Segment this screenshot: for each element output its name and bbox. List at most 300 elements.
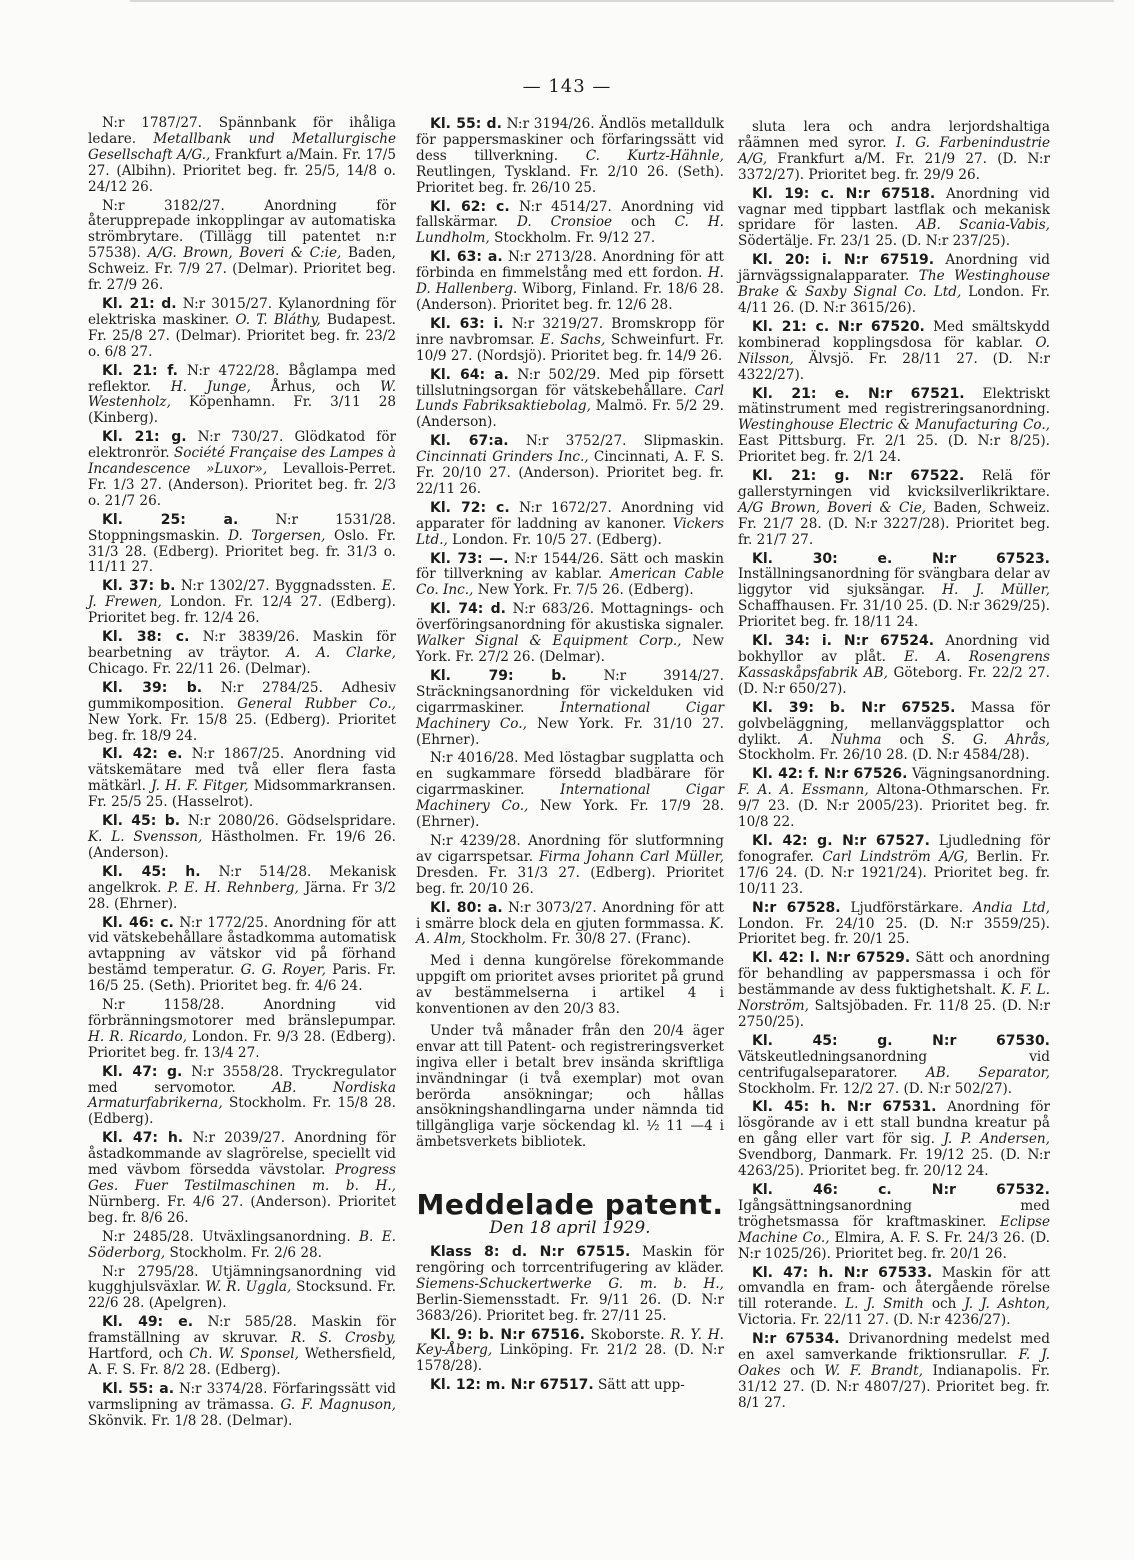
applicant-name: C. Kurtz-Hähnle,	[585, 147, 725, 164]
entry-text: Sätt att upp-	[593, 1377, 685, 1394]
patent-number: N:r 67515.	[527, 1244, 631, 1260]
patent-entry	[738, 1266, 1050, 1330]
patent-entry	[738, 767, 1050, 831]
applicant-name: O. T. Bláthy,	[235, 311, 321, 328]
class-label: Kl. 42: f.	[752, 766, 819, 783]
entry-text: New York. Fr. 27/2 26. (Delmar).	[416, 633, 724, 665]
entry-text: Frankfurt a/M. Fr. 21/9 27. (D. N:r 3372/27). Prioritet beg. fr. 29/9 26.	[738, 150, 1050, 183]
patent-number: N:r 67531.	[835, 1099, 937, 1116]
entry-text: Igångsättningsanordning med tröghetsmassa för kraftmaskiner.	[738, 1197, 1050, 1230]
applicant-name: Andia Ltd,	[972, 899, 1050, 916]
entry-text: Schweinfurt. Fr. 10/9 27. (Nordsjö). Prioritet beg. fr. 14/9 26.	[416, 331, 724, 364]
patent-entry	[738, 320, 1050, 384]
entry-text: Dresden. Fr. 31/3 27. (Edberg). Prioritet beg. fr. 20/10 26.	[416, 864, 724, 897]
entry-text: Midsommarkransen. Fr. 25/5 25. (Hasselrot).	[88, 778, 396, 811]
class-label: Kl. 45: h.	[102, 863, 201, 880]
entry-text: Paris. Fr. 16/5 25. (Seth). Prioritet beg. fr. 4/6 24.	[88, 962, 396, 995]
applicant-name: R. S. Crosby,	[291, 1330, 396, 1347]
patent-entry	[88, 513, 396, 577]
applicant-name: AB. Scania-Vabis,	[916, 217, 1050, 234]
entry-text: N:r 2039/27. Anordning för åstadkommande av slagrörelse, speciellt vid med vävbom försedda vävstolar.	[88, 1130, 396, 1179]
class-label: Klass 8: d.	[430, 1244, 528, 1260]
applicant-name: F. A. A. Essmann,	[738, 782, 869, 799]
entry-text: London. Fr. 24/10 25. (D. N:r 3559/25). Prioritet beg. fr. 20/1 25.	[738, 915, 1050, 948]
patent-number: N:r 67527.	[832, 832, 930, 849]
patent-number: N:r 67532.	[891, 1182, 1050, 1198]
class-label: Kl. 9: b.	[430, 1326, 495, 1343]
entry-text: London. Fr. 4/11 26. (D. N:r 3615/26).	[738, 284, 1051, 316]
patent-entry	[416, 250, 724, 314]
patent-number: N:r 67518.	[834, 185, 936, 202]
entry-text: New York. Fr. 17/9 28. (Ehrner).	[416, 798, 724, 831]
applicant-name: Eclipse Machine Co.,	[738, 1213, 1050, 1246]
patent-entry	[738, 187, 1050, 251]
patent-number: N:r 67517.	[505, 1377, 594, 1394]
entry-text: N:r 1158/28. Anordning vid förbränningsmotorer med bränslepumpar.	[88, 997, 396, 1029]
applicant-name: E. A. Rosengrens Kassaskåpsfabrik AB,	[738, 649, 1050, 681]
patent-entry	[88, 681, 396, 745]
entry-text: Svendborg, Danmark. Fr. 19/12 25. (D. N:r 4263/25). Prioritet beg. fr. 20/12 24.	[738, 1147, 1050, 1180]
column-middle	[416, 117, 724, 1397]
applicant-name: S. G. Ahrås,	[941, 731, 1050, 748]
class-label: Kl. 19: c.	[752, 185, 835, 202]
objection-note: Under två månader från den 20/4 äger envar att till Patent- och registreringsverket ingiva eller i betalt brev insända skriftliga invändningar (i två exemplar) mot ovan berörda ansökningar; och hållas ansökningshandlingarna under nämnda tid tillgängliga varje söckendag kl. ½ 11 —4 i ämbetsverkets bibliotek.	[416, 1022, 724, 1151]
applicant-name: Société Française des Lampes à Incandescence »Luxor»,	[88, 445, 397, 478]
entry-text: Berlin-Siemensstadt. Fr. 9/11 26. (D. N:r 3683/26). Prioritet beg. fr. 27/11 25.	[416, 1291, 724, 1324]
entry-text: N:r 1302/27. Byggnadssten.	[175, 578, 382, 595]
entry-text: N:r 502/29. Med pip försett tillslutningsorgan för vätskebehållare.	[416, 366, 724, 399]
applicant-name: Vickers Ltd.,	[416, 515, 724, 548]
patent-entry	[88, 297, 396, 361]
class-label: Kl. 45: g.	[752, 1032, 893, 1049]
entry-text: N:r 2485/28. Utväxlingsanordning.	[102, 1228, 360, 1245]
patent-entry	[738, 1034, 1050, 1098]
entry-text: N:r 3015/27. Kylanordning för elektriska maskiner.	[88, 295, 396, 328]
section-date: Den 18 april 1929.	[489, 1218, 651, 1239]
entry-text: Schaffhausen. Fr. 31/10 25. (D. N:r 3629/25). Prioritet beg. fr. 18/11 24.	[738, 598, 1050, 631]
class-label: Kl. 21: f.	[102, 362, 178, 379]
class-label: Kl. 47: g.	[102, 1063, 183, 1080]
patent-entry	[416, 501, 724, 549]
patent-entry	[416, 1328, 724, 1376]
applicant-name: Firma Johann Carl Müller,	[538, 848, 724, 865]
applicant-name: International Cigar Machinery Co.,	[416, 699, 724, 732]
class-label: Kl. 39: b.	[752, 699, 846, 716]
entry-text: London. Fr. 10/5 27. (Edberg).	[447, 531, 662, 548]
column-left	[88, 116, 396, 1433]
entry-text: N:r 1787/27. Spännbank för ihåliga ledare.	[88, 115, 396, 147]
entry-text: N:r 3182/27. Anordning för återupprepade inkopplingar av automatiska strömbrytare. (Tillägg till patentet n:r 57538).	[88, 197, 396, 262]
class-label: Kl. 42: e.	[102, 746, 183, 763]
class-label: Kl. 63: i.	[430, 315, 504, 332]
applicant-name: Siemens-Schuckertwerke G. m. b. H.,	[416, 1275, 724, 1292]
entry-text: Reutlingen, Tyskland. Fr. 2/10 26. (Seth). Prioritet beg. fr. 26/10 25.	[416, 163, 724, 196]
entry-text: New York. Fr. 7/5 26. (Edberg).	[473, 582, 694, 599]
class-label: Kl. 42: g.	[752, 832, 833, 849]
patent-entry	[738, 253, 1050, 317]
entry-text: N:r 2713/28. Anordning för att förbinda en fimmelstång med ett fordon.	[416, 249, 725, 282]
patent-number: N:r 67533.	[833, 1264, 933, 1281]
class-label: Kl. 30: e.	[752, 550, 893, 567]
class-label: Kl. 21: d.	[102, 295, 177, 312]
entry-text: Anordning vid bokhyllor av plåt.	[738, 633, 1050, 665]
applicant-name: Progress Ges. Fuer Testilmaschinen m. b. H.,	[88, 1162, 396, 1194]
class-label: Kl. 67:a.	[430, 433, 509, 450]
entry-text: Ljudförstärkare.	[840, 899, 973, 916]
applicant-name: G. F. Magnuson,	[280, 1396, 396, 1413]
class-label: Kl. 45: h.	[752, 1099, 836, 1116]
entry-text: Massa för golvbeläggning, mellanväggsplattor och dylikt.	[738, 699, 1050, 748]
entry-text: Oslo. Fr. 31/3 28. (Edberg). Prioritet beg. fr. 31/3 o. 11/11 27.	[88, 527, 396, 576]
applicant-name: K. L. Svensson,	[88, 828, 203, 845]
patent-entry	[88, 1065, 396, 1129]
entry-text: East Pittsburg. Fr. 2/1 25. (D. N:r 8/25). Prioritet beg. fr. 2/1 24.	[738, 433, 1050, 466]
class-label: Kl. 20: i.	[752, 252, 832, 269]
entry-text: Stockholm. Fr. 2/6 28.	[165, 1244, 323, 1261]
entry-text: Budapest. Fr. 25/8 27. (Delmar). Prioritet beg. fr. 23/2 o. 6/8 27.	[88, 311, 396, 360]
section-title: Meddelade patent.	[416, 1188, 724, 1222]
applicant-name: H. D. Hallenberg.	[416, 265, 724, 298]
entry-text: N:r 4016/28. Med löstagbar sugplatta och en sugkammare försedd bladbärare för cigarrmaskiner.	[416, 750, 724, 799]
entry-text: Skönvik. Fr. 1/8 28. (Delmar).	[88, 1412, 293, 1429]
applicant-name: H. J. Müller,	[942, 582, 1050, 599]
patent-entry	[738, 634, 1050, 698]
top-rule	[130, 0, 1114, 2]
patent-entry	[416, 602, 724, 666]
applicant-name: Cincinnati Grinders Inc.,	[416, 449, 589, 466]
class-label: Kl. 73: —.	[430, 550, 509, 567]
entry-text: N:r 3914/27. Sträckningsanordning för vickelduken vid cigarrmaskiner.	[416, 667, 724, 716]
entry-text: Linköping. Fr. 21/2 28. (D. N:r 1578/28).	[416, 1342, 724, 1375]
patent-entry	[88, 116, 396, 196]
patent-number: N:r 67516.	[494, 1326, 585, 1343]
patent-entry	[416, 669, 724, 749]
entry-text: Stockholm. Fr. 9/12 27.	[489, 230, 656, 247]
class-label: Kl. 12: m.	[430, 1377, 506, 1394]
entry-text: N:r 1531/28. Stoppningsmaskin.	[88, 511, 396, 544]
entry-text: N:r 514/28. Mekanisk angelkrok.	[88, 863, 396, 896]
patent-entry	[416, 834, 724, 898]
entry-text: Drivanordning medelst med en axel samverkande friktionsrullar.	[738, 1331, 1050, 1364]
class-label: Kl. 63: a.	[430, 249, 503, 266]
patent-entry	[416, 1378, 724, 1394]
applicant-name: J. H. F. Fitger,	[151, 778, 249, 795]
applicant-name: H. Junge,	[170, 378, 251, 395]
patent-entry	[88, 916, 396, 996]
entry-text: Altona-Othmarschen. Fr. 9/7 23. (D. N:r 2005/23). Prioritet beg. fr. 10/8 22.	[738, 782, 1050, 831]
patent-entry	[88, 1315, 396, 1379]
patent-number: N:r 67522.	[849, 468, 965, 485]
patent-entry	[88, 579, 396, 627]
patent-entry	[88, 998, 396, 1062]
patent-entry	[738, 701, 1050, 765]
entry-text: N:r 2795/28. Utjämningsanordning vid kugghjulsväxlar.	[88, 1263, 396, 1296]
patent-entry	[416, 1245, 724, 1325]
entry-text: N:r 2080/26. Gödselspridare.	[180, 813, 396, 830]
entry-text: Cincinnati, A. F. S. Fr. 20/10 27. (Anderson). Prioritet beg. fr. 22/11 26.	[416, 449, 724, 497]
class-label: Kl. 25: a.	[102, 511, 239, 528]
entry-text: N:r 3558/28. Tryckregulator med servomotor.	[88, 1063, 397, 1096]
patent-entry	[416, 368, 724, 432]
patent-number: N:r 67526.	[818, 766, 908, 783]
patent-entry	[416, 552, 724, 600]
patent-entry	[416, 317, 724, 365]
entry-text: Köpenhamn. Fr. 3/11 28 (Kinberg).	[88, 394, 396, 427]
entry-text: N:r 3219/27. Bromskropp för inre navbromsar.	[416, 315, 724, 348]
entry-text: Stockholm. Fr. 12/2 27. (D. N:r 502/27).	[738, 1080, 1013, 1097]
priority-note: Med i denna kungörelse förekommande uppgift om prioritet avses prioritet på grund av bestämmelserna i artikel 4 i konventionen av den 20/3 83.	[416, 953, 724, 1018]
patent-entry	[738, 1332, 1050, 1412]
applicant-name: General Rubber Co.,	[237, 695, 396, 712]
patent-number: N:r 67524.	[831, 633, 935, 650]
class-label: Kl. 46: c.	[752, 1182, 892, 1198]
class-label: Kl. 45: b.	[102, 813, 181, 830]
applicant-name: Carl Lunds Fabriksaktiebolag,	[416, 382, 724, 415]
entry-text: N:r 1867/25. Anordning vid vätskemätare med två eller flera fasta mätkärl.	[88, 746, 396, 795]
applicant-name: O. Nilsson,	[738, 334, 1050, 367]
class-label: Kl. 21: c.	[752, 318, 830, 335]
patent-entry	[738, 901, 1050, 949]
entry-text: Stockholm. Fr. 15/8 28. (Edberg).	[88, 1095, 396, 1128]
applicant-name: Carl Lindström A/G,	[822, 848, 969, 865]
class-label: Kl. 37: b.	[102, 578, 176, 595]
applicant-name: I. G. Farbenindustrie A/G,	[738, 134, 1050, 167]
class-label: Kl. 64: a.	[430, 366, 509, 383]
entry-text: Järna. Fr 3/2 28. (Ehrner).	[88, 879, 396, 912]
entry-text: Frankfurt a/Main. Fr. 17/5 27. (Albihn). Prioritet beg. fr. 25/5, 14/8 o. 24/12 26.	[88, 146, 396, 195]
patent-entry	[738, 1183, 1050, 1263]
patent-entry	[416, 117, 724, 197]
patent-entry	[738, 552, 1050, 632]
entry-text: New York. Fr. 31/10 27. (Ehrner).	[416, 715, 725, 748]
entry-text: Baden, Schweiz. Fr. 7/9 27. (Delmar). Prioritet beg. fr. 27/9 26.	[88, 245, 396, 294]
applicant-name: B. E. Söderborg,	[88, 1228, 396, 1261]
entry-text: Victoria. Fr. 22/11 27. (D. N:r 4236/27).	[738, 1312, 1011, 1329]
class-label: Kl. 55: a.	[102, 1380, 175, 1397]
patent-entry	[416, 434, 724, 498]
entry-text: Relä för gallerstyrningen vid kvicksilverlikriktare.	[738, 468, 1051, 500]
applicant-name: E. J. Frewen,	[88, 578, 396, 611]
applicant-name: L. J. Smith	[845, 1296, 924, 1313]
class-label: Kl. 39: b.	[102, 679, 203, 696]
entry-text: Maskin för att omvandla en fram- och återgående rörelse till roterande.	[738, 1264, 1050, 1313]
applicant-name: Westinghouse Electric & Manufacturing Co.,	[738, 417, 1050, 434]
class-label: Kl. 49: e.	[102, 1314, 194, 1331]
entry-text: London. Fr. 12/4 27. (Edberg). Prioritet beg. fr. 12/4 26.	[88, 594, 396, 627]
class-label: Kl. 62: c.	[430, 198, 510, 215]
entry-text: N:r 4514/27. Anordning vid fallskärmar.	[416, 198, 724, 231]
class-label: Kl. 47: h.	[752, 1264, 834, 1281]
applicant-name: A. A. Clarke,	[286, 645, 396, 661]
entry-text: Berlin. Fr. 17/6 24. (D. N:r 1921/24). Prioritet beg. fr. 10/11 23.	[738, 848, 1050, 897]
entry-text: London. Fr. 9/3 28. (Edberg). Prioritet beg. fr. 13/4 27.	[88, 1028, 396, 1061]
entry-text: N:r 730/27. Glödkatod för elektronrör.	[88, 429, 396, 462]
entry-text: Anordning vid järnvägssignalapparater.	[738, 252, 1050, 285]
applicant-name: R. Y. H. Key-Åberg,	[416, 1326, 724, 1359]
applicant-name: International Cigar Machinery Co.,	[416, 782, 724, 815]
patent-number: N:r 67523.	[892, 550, 1050, 567]
entry-text: N:r 3839/26. Maskin för bearbetning av träytor.	[88, 629, 396, 661]
patent-number: N:r 67530.	[892, 1032, 1050, 1049]
patent-entry	[738, 951, 1050, 1031]
patent-entry	[416, 200, 724, 248]
applicant-name: G. G. Royer,	[240, 962, 326, 979]
class-label: Kl. 42: l.	[752, 950, 821, 967]
patent-number: N:r 67521.	[849, 385, 965, 402]
applicant-name: Walker Signal & Equipment Corp.,	[416, 633, 682, 650]
entry-text: Anordning vid vagnar med tippbart lastflak och mekanisk spridare för lasten.	[738, 185, 1050, 234]
column-right	[738, 120, 1050, 1415]
patent-number: N:r 67529.	[820, 950, 911, 967]
entry-text: Skoborste.	[584, 1326, 671, 1343]
entry-text: och	[612, 214, 675, 231]
patent-entry	[88, 865, 396, 913]
granted-patents-start	[416, 1245, 724, 1394]
entry-text: Hästholmen. Fr. 19/6 26. (Anderson).	[88, 828, 396, 861]
entry-text: Wethersfield, A. F. S. Fr. 8/2 28. (Edberg).	[88, 1346, 397, 1378]
applicant-name: C. H. Lundholm,	[416, 214, 725, 247]
applicant-name: E. Sachs,	[540, 331, 606, 348]
entry-text: Stockholm. Fr. 30/8 27. (Franc).	[465, 931, 691, 948]
applicant-name: K. F. L. Norström,	[738, 982, 1050, 1015]
entry-text: Hartford, och	[88, 1346, 190, 1363]
applicant-name: J. J. Ashton,	[964, 1296, 1051, 1313]
entry-text: Indianapolis. Fr. 31/12 27. (D. N:r 4807/27). Prioritet beg. fr. 8/1 27.	[738, 1362, 1050, 1411]
patent-entry	[738, 387, 1050, 467]
applicant-name: American Cable Co. Inc.,	[416, 566, 724, 599]
entry-text: Stocksund. Fr. 22/6 28. (Apelgren).	[88, 1279, 396, 1312]
column-middle-entries	[416, 117, 724, 948]
entry-text: N:r 585/28. Maskin för framställning av skruvar.	[88, 1314, 396, 1347]
applicant-name: AB. Nordiska Armaturfabrikerna,	[88, 1079, 396, 1112]
entry-text: N:r 3752/27. Slipmaskin.	[508, 433, 724, 450]
applicant-name: J. P. Andersen,	[943, 1131, 1050, 1148]
applicant-name: The Westinghouse Brake & Saxby Signal Co. Ltd,	[738, 268, 1050, 301]
applicant-name: AB. Separator,	[925, 1064, 1050, 1081]
patent-entry	[88, 1230, 396, 1262]
patent-number: N:r 67519.	[831, 252, 935, 269]
patent-entry	[88, 364, 396, 428]
entry-text: och	[780, 1362, 825, 1379]
patent-entry	[738, 120, 1050, 184]
patent-entry	[88, 1265, 396, 1313]
patent-entry	[88, 199, 396, 294]
class-label: Kl. 72: c.	[430, 499, 510, 516]
applicant-name: A/G Brown, Boveri & Cie,	[738, 499, 927, 516]
entry-text: N:r 1772/25. Anordning för att vid vätskebehållare åstadkomma automatisk avtappning av vätskor vid på förhand bestämd temperatur.	[88, 914, 396, 979]
class-label: Kl. 34: i.	[752, 633, 832, 650]
patent-entry	[416, 751, 724, 831]
class-label: Kl. 21: e.	[752, 385, 850, 402]
entry-text: N:r 4239/28. Anordning för slutformning av cigarrspetsar.	[416, 832, 724, 865]
applicant-name: W. Westenholz,	[88, 378, 397, 411]
patent-entry	[738, 469, 1050, 549]
entry-text: Saltsjöbaden. Fr. 11/8 25. (D. N:r 2750/25).	[738, 998, 1050, 1030]
applicant-name: W. F. Brandt,	[824, 1362, 923, 1379]
entry-text: Ljudledning för fonografer.	[738, 832, 1050, 865]
class-label: Kl. 74: d.	[430, 601, 506, 618]
class-label: Kl. 46: c.	[102, 914, 174, 931]
patent-entry	[88, 430, 396, 510]
applicant-name: Metallbank und Metallurgische Gesellschaft A/G.,	[88, 130, 396, 163]
patent-entry	[88, 1131, 396, 1226]
entry-text: N:r 3194/26. Ändlös metalldulk för pappersmaskiner och förfaringssätt vid dess tillverkning.	[416, 116, 724, 164]
applicant-name: D. Cronsioe	[516, 214, 613, 231]
patent-entry	[88, 747, 396, 811]
patent-entry	[88, 1382, 396, 1430]
entry-text: Chicago. Fr. 22/11 26. (Delmar).	[88, 660, 311, 677]
entry-text: N:r 3374/28. Förfaringssätt vid varmslipning av trämassa.	[88, 1380, 396, 1413]
patent-entry	[416, 901, 724, 949]
patent-entry	[88, 630, 396, 678]
applicant-name: A. Nuhma	[799, 731, 882, 748]
applicant-name: H. R. Ricardo,	[88, 1028, 187, 1045]
entry-text: Levallois-Perret. Fr. 1/3 27. (Anderson). Prioritet beg. fr. 2/3 o. 21/7 26.	[88, 461, 396, 509]
entry-text: Med smältskydd kombinerad kopplingsdosa för kablar.	[738, 318, 1051, 351]
class-label: Kl. 55: d.	[430, 116, 502, 132]
patent-number: N:r 67520.	[829, 318, 925, 335]
entry-text: Sätt och anordning för behandling av pappersmassa i och för bestämmande av dess fuktighetshalt.	[738, 950, 1050, 999]
class-label: Kl. 21: g.	[102, 429, 187, 446]
patent-entry	[738, 834, 1050, 898]
entry-text: Älvsjö. Fr. 28/11 27. (D. N:r 4322/27).	[738, 350, 1050, 383]
patent-number: N:r 67534.	[752, 1331, 840, 1348]
patent-entry	[88, 814, 396, 862]
applicant-name: P. E. H. Rehnberg,	[167, 879, 299, 896]
entry-text: Århus, och	[250, 378, 381, 395]
entry-text: N:r 3073/27. Anordning för att i smärre block dela en gjuten formmassa.	[416, 899, 725, 932]
entry-text: Vägningsanordning.	[907, 766, 1050, 783]
entry-text: Anordning för lösgörande av i ett stall bundna kreatur på en gång eller vart för sig.	[738, 1099, 1050, 1148]
entry-text: sluta lera och andra lerjordshaltiga råämnen med syror.	[738, 119, 1050, 151]
patent-number: N:r 67525.	[845, 699, 956, 716]
entry-text: N:r 4722/28. Båglampa med reflektor.	[88, 362, 396, 395]
entry-text: Södertälje. Fr. 23/1 25. (D. N:r 237/25).	[738, 233, 1011, 250]
applicant-name: F. J. Oakes	[738, 1347, 1050, 1379]
class-label: Kl. 21: g.	[752, 468, 850, 485]
class-label: Kl. 38: c.	[102, 629, 190, 646]
entry-text: N:r 2784/25. Adhesiv gummikomposition.	[88, 679, 396, 712]
entry-text: N:r 683/26. Mottagnings- och överföringsanordning för akustiska signaler.	[416, 601, 725, 634]
entry-text: Elmira, A. F. S. Fr. 24/3 26. (D. N:r 1025/26). Prioritet beg. fr. 20/1 26.	[738, 1229, 1050, 1262]
entry-text: och	[923, 1296, 965, 1313]
class-label: Kl. 80: a.	[430, 899, 503, 916]
entry-text: och	[881, 731, 942, 748]
class-label: Kl. 47: h.	[102, 1130, 184, 1147]
entry-text: Baden, Schweiz. Fr. 21/7 28. (D. N:r 3227/28). Prioritet beg. fr. 21/7 27.	[738, 499, 1050, 548]
entry-text: Nürnberg. Fr. 4/6 27. (Anderson). Prioritet beg. fr. 8/6 26.	[88, 1193, 396, 1226]
applicant-name: K. A. Alm,	[416, 915, 724, 948]
applicant-name: Ch. W. Sponsel,	[189, 1346, 299, 1363]
entry-text: Vätskeutledningsanordning vid centrifugalseparatorer.	[738, 1048, 1050, 1081]
entry-text: Wiborg, Finland. Fr. 18/6 28. (Anderson). Prioritet beg. fr. 12/6 28.	[416, 281, 724, 313]
page-number: — 143 —	[522, 76, 612, 97]
entry-text: Stockholm. Fr. 26/10 28. (D. N:r 4584/28).	[738, 747, 1030, 764]
patent-number: N:r 67528.	[752, 899, 841, 916]
applicant-name: A/G. Brown, Boveri & C:ie,	[147, 245, 342, 262]
entry-text: New York. Fr. 15/8 25. (Edberg). Prioritet beg. fr. 18/9 24.	[88, 711, 396, 744]
entry-text: Elektriskt mätinstrument med registreringsanordning.	[738, 385, 1051, 418]
applicant-name: D. Torgersen,	[228, 527, 326, 544]
entry-text: N:r 1672/27. Anordning vid apparater för laddning av kanoner.	[416, 499, 724, 532]
entry-text: Göteborg. Fr. 22/2 27. (D. N:r 650/27).	[738, 664, 1050, 697]
entry-text: N:r 1544/26. Sätt och maskin för tillverkning av kablar.	[416, 550, 724, 583]
applicant-name: W. R. Uggla,	[205, 1279, 292, 1296]
entry-text: Malmö. Fr. 5/2 29. (Anderson).	[416, 398, 724, 431]
entry-text: Inställningsanordning för svängbara delar av liggytor vid sjuksängar.	[738, 566, 1050, 599]
class-label: Kl. 79: b.	[430, 667, 567, 684]
patent-entry	[738, 1100, 1050, 1180]
